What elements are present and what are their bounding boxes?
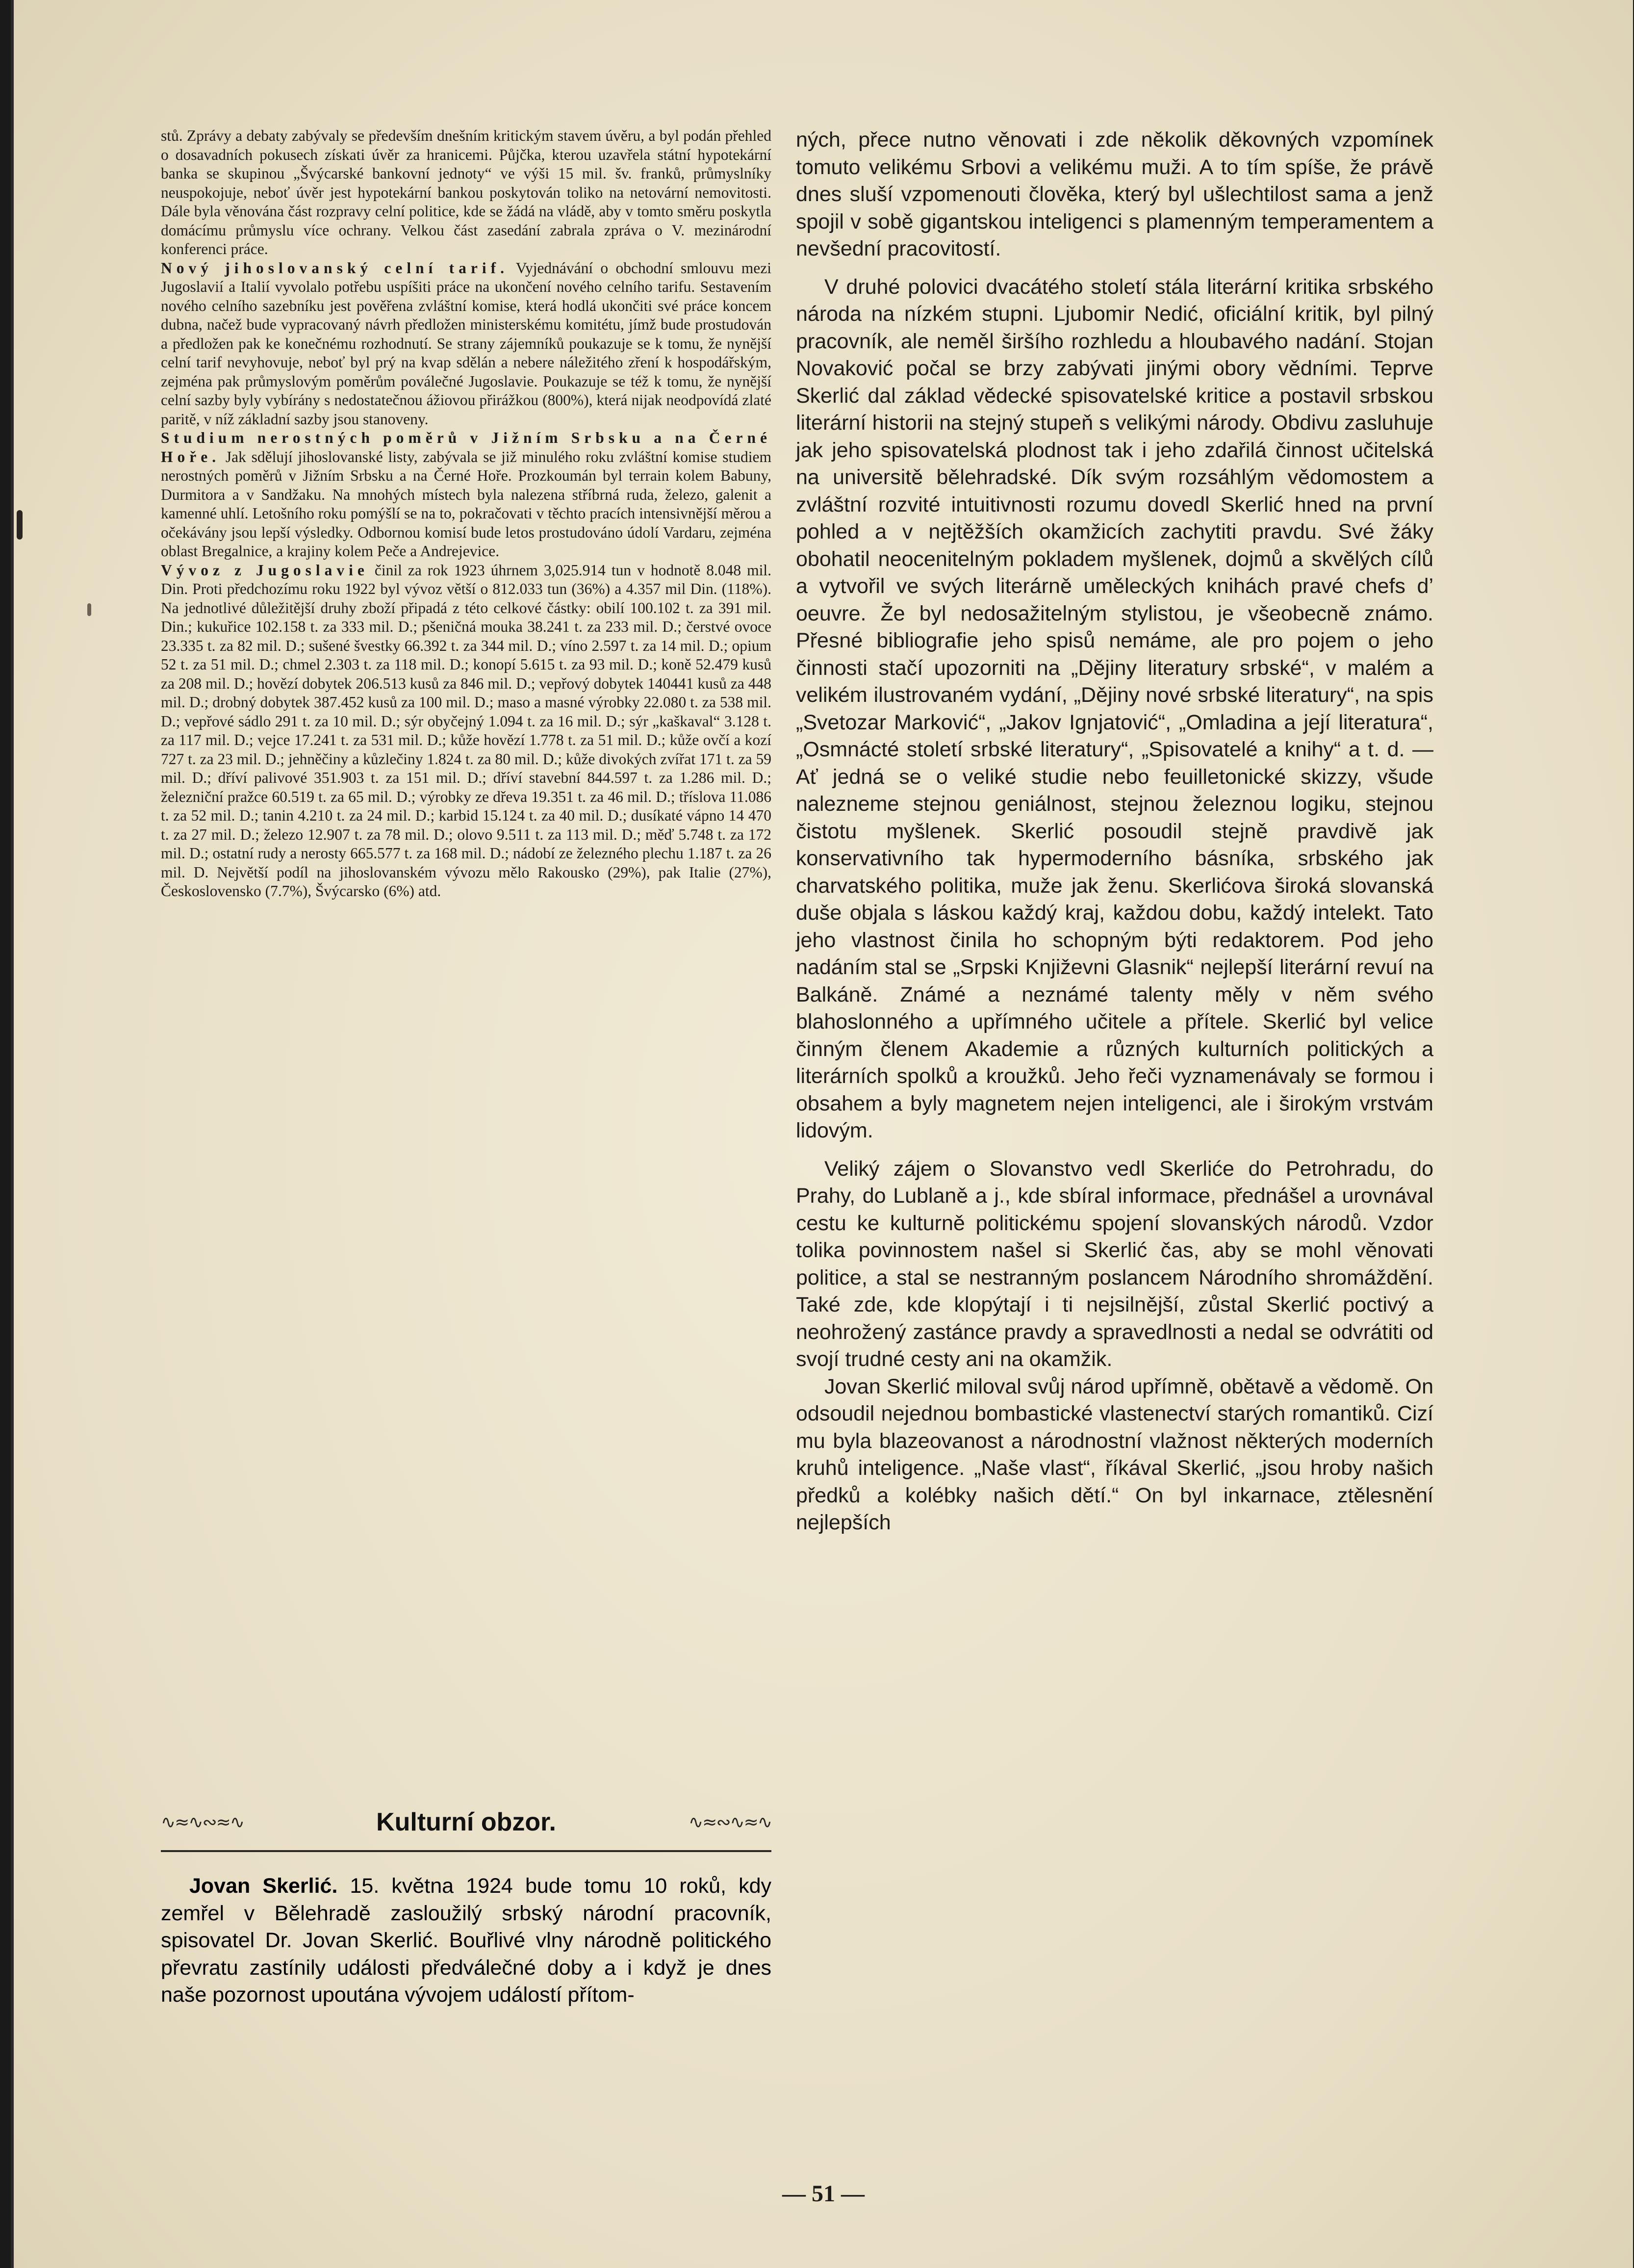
right-column [796, 127, 1433, 1537]
paragraph-export: Vývoz z Jugoslavie činil za rok 1923 úhrnem 3,025.914 tun v hodnotě 8.048 mil. Din. Proti předchozímu roku 1922 byl vývoz větší o 812.033 tun (36%) a 4.357 mil Din. (118%). Na jednotlivé důležitější druhy zboží připadá z této celkové částky: obilí 100.102 t. za 391 mil. Din.; kukuřice 102.158 t. za 333 mil. D.; pšeničná mouka 38.241 t. za 233 mil. D.; čerstvé ovoce 23.335 t. za 82 mil. D.; sušené švestky 66.392 t. za 344 mil. D.; víno 2.597 t. za 14 mil. D.; opium 52 t. za 51 mil. D.; chmel 2.303 t. za 118 mil. D.; konopí 5.615 t. za 93 mil. D.; koně 52.479 kusů za 208 mil. D.; hovězí dobytek 206.513 kusů za 846 mil. D.; vepřový dobytek 140441 kusů za 448 mil. D.; drobný dobytek 387.452 kusů za 100 mil. D.; maso a masné výrobky 22.080 t. za 538 mil. D.; vepřové sádlo 291 t. za 10 mil. D.; sýr obyčejný 1.094 t. za 16 mil. D.; sýr „kaškaval“ 3.128 t. za 117 mil. D.; vejce 17.241 t. za 531 mil. D.; kůže hovězí 1.778 t. za 51 mil. D.; kůže ovčí a kozí 727 t. za 23 mil. D.; jehněčiny a kůzlečiny 1.824 t. za 80 mil. D.; kůže divokých zvířat 171 t. za 59 mil. D.; dříví palivové 351.903 t. za 151 mil. D.; dříví stavební 844.597 t. za 1.286 mil. D.; železniční pražce 60.519 t. za 65 mil. D.; výrobky ze dřeva 19.351 t. za 46 mil. D.; tříslova 11.086 t. za 52 mil. D.; tanin 4.210 t. za 24 mil. D.; karbid 15.124 t. za 40 mil. D.; dusíkaté vápno 14 470 t. za 27 mil. D.; železo 12.907 t. za 78 mil. D.; olovo 9.511 t. za 113 mil. D.; měď 5.748 t. za 172 mil. D.; ostatní rudy a nerosty 665.577 t. za 168 mil. D.; nádobí ze železného plechu 1.187 t. za 26 mil. D. Největší podíl na jihoslovanském vývozu mělo Rakousko (29%), pak Italie (27%), Československo (7.7%), Švýcarsko (6%) atd. [161, 561, 771, 900]
paragraph: V druhé polovici dvacátého století stála literární kritika srbského národa na nízkém stupni. Ljubomir Nedić, oficiální kritik, byl pilný pracovník, ale neměl širšího rozhledu a hloubavého nadání. Stojan Novaković počal se brzy zabývati jinými obory vědními. Teprve Skerlić dal základ vědecké spisovatelské kritice a postavil srbskou literární historii na stejný stupeň s velikými národy. Obdivu zasluhuje jak jeho spisovatelská plodnost tak i jeho zdařilá činnost učitelská na universitě bělehradské. Dík svým rozsáhlým vědomostem a zvláštní rozvité intuitivnosti rozumu dovedl Skerlić hned na první pohled a v nejtěžších okamžicích zachytiti pravdu. Své žáky obohatil neocenitelným pokladem myšlenek, dojmů a skvělých cílů a vytvořil ve svých literárně uměleckých knihách pravé chefs d’ oeuvre. Že byl nedosažitelným stylistou, je všeobecně známo. Přesné bibliografie jeho spisů nemáme, ale pro pojem o jeho činnosti stačí upozorniti na „Dějiny literatury srbské“, v malém a velikém ilustrovaném vydání, „Dějiny nové srbské literatury“, na spis „Svetozar Marković“, „Jakov Ignjatović“, „Omladina a její literatura“, „Osmnácté století srbské literatury“, „Spisovatelé a knihy“ a t. d. — Ať jedná se o veliké studie nebo feuilletonické skizzy, všude nalezneme stejnou geniálnost, stejnou železnou logiku, stejnou čistotu myšlenek. Skerlić posoudil stejně pravdivě jak konservativního tak hypermoderního básníka, srbského jak charvatského politika, muže jak ženu. Skerlićova široká slovanská duše objala s láskou každý kraj, každou dobu, každý intelekt. Tato jeho vlastnost činila ho schopným býti redaktorem. Pod jeho nadáním stal se „Srpski Književni Glasnik“ nejlepší literární revuí na Balkáně. Známé a neznámé talenty měly v něm svého blahoslonného a upřímného učitele a přítele. Skerlić byl velice činným členem Akademie a různých kulturních politických a literárních spolků a kroužků. Jeho řeči vyznamenávaly se formou i obsahem a byly magnetem nejen inteligenci, ale i širokým vrstvám lidovým. [796, 275, 1433, 1142]
article-title: Studium nerostných poměrů v Jižním Srbsku a na Černé Hoře. [161, 429, 771, 465]
left-column [161, 127, 771, 901]
lead-name: Jovan Skerlić. [189, 1874, 338, 1898]
paragraph-credit: stů. Zprávy a debaty zabývaly se především dnešním kritickým stavem úvěru, a byl podán přehled o dosavadních pokusech získati úvěr za hranicemi. Půjčka, kterou uzavřela státní hypotekární banka se skupinou „Švýcarské bankovní jednoty“ ve výši 15 mil. šv. franků, průmyslníky neuspokojuje, neboť úvěr jest hypotekární bankou poskytován toliko na netovární nemovitosti. Dále byla věnována část rozpravy celní politice, kde se žádá na vládě, aby v tomto směru poskytla domácímu průmyslu více ochrany. Velkou část zasedání zabrala zpráva o V. mezinárodní konferenci práce. [161, 127, 771, 258]
ornament-right: ∿≈∾∿≈∿ [689, 1812, 771, 1832]
binding-mark [87, 603, 91, 616]
article-title: Vývoz z Jugoslavie [161, 561, 369, 579]
binding-mark [17, 510, 23, 540]
section-heading-row [161, 1805, 771, 1839]
section-heading: Kulturní obzor. [376, 1808, 556, 1836]
paragraph: Jovan Skerlić miloval svůj národ upřímně, obětavě a vědomě. On odsoudil nejednou bombastické vlastenectví starých romantiků. Cizí mu byla blazeovanost a národnostní vlažnost některých moderních kruhů inteligence. „Naše vlast“, říkával Skerlić, „jsou hroby našich předků a kolébky našich dětí.“ On byl inkarnace, ztělesnění nejlepších [796, 1374, 1433, 1534]
paragraph: ných, přece nutno věnovati i zde několik děkovných vzpomínek tomuto velikému Srbovi a velikému muži. A to tím spíše, že právě dnes sluší vzpomenouti člověka, který byl ušlechtilost sama a jenž spojil v sobě gigantskou inteligenci s plamenným temperamentem a nevšední pracovitostí. [796, 128, 1433, 260]
kulturni-intro [161, 1873, 771, 2009]
paragraph-skerlic-intro: Jovan Skerlić. 15. května 1924 bude tomu 10 roků, kdy zemřel v Bělehradě zasloužilý srbský národní pracovník, spisovatel Dr. Jovan Skerlić. Bouřlivé vlny národně politického převratu zastínily události předválečné doby a i když je dnes naše pozornost upoutána vývojem událostí přítom- [161, 1874, 771, 2007]
paragraph-minerals: Studium nerostných poměrů v Jižním Srbsku a na Černé Hoře. Jak sdělují jihoslovanské listy, zabývala se již minulého roku zvláštní komise studiem nerostných poměrů v Jižním Srbsku a na Černé Hoře. Prozkoumán byl terrain kolem Babuny, Durmitora a v Sandžaku. Na mnohých místech byla nalezena stříbrná ruda, železo, galenit a kamenné uhlí. Letošního roku pomýšlí se na to, pokračovati v těchto pracích intensivnější měrou a očekávány jsou lepší výsledky. Odbornou komisí bude letos prostudováno údolí Vardaru, zejména oblast Bregalnice, a krajiny kolem Peče a Andrejevice. [161, 429, 771, 560]
paragraph-tariff: Nový jihoslovanský celní tarif. Vyjednávání o obchodní smlouvu mezi Jugoslavií a Italií vyvolalo potřebu uspíšiti práce na ukončení nového celního tarifu. Sestavením nového celního sazebníku jest pověřena zvláštní komise, která hodlá ukončiti své práce koncem dubna, načež bude vypracovaný návrh předložen ministerskému komitétu, jímž bude prostudován a předložen pak ke konečnému rozhodnutí. Se strany zájemníků poukazuje se k tomu, že nynější celní tarif nevyhovuje, neboť byl prý na kvap sdělán a nebere náležitého zření k hospodářským, zejména pak průmyslovým poměrům poválečné Jugoslavie. Poukazuje se též k tomu, že nynější celní sazby byly vybírány s nedostatečnou ážiovou přirážkou (800%), která nijak neodpovídá zlaté paritě, v níž základní sazby jsou stanoveny. [161, 259, 771, 428]
paragraph: Veliký zájem o Slovanstvo vedl Skerliće do Petrohradu, do Prahy, do Lublaně a j., kde sbíral informace, přednášel a urovnával cestu ke kulturně politickému spojení slovanských národů. Vzdor tolika povinnostem našel si Skerlić čas, aby se mohl věnovati politice, a stal se nestranným poslancem Národního shromáždění. Také zde, kde klopýtají i ti nejsilnější, zůstal Skerlić poctivý a neohrožený zastánce pravdy a spravedlnosti a nedal se odvrátiti od svojí trudné cesty ani na okamžik. [796, 1157, 1433, 1371]
section-divider [161, 1850, 771, 1852]
page [11, 0, 1633, 2268]
page-number: — 51 — [782, 2181, 865, 2207]
article-title: Nový jihoslovanský celní tarif. [161, 259, 509, 277]
ornament-left: ∿≈∿∾≈∿ [161, 1812, 244, 1832]
